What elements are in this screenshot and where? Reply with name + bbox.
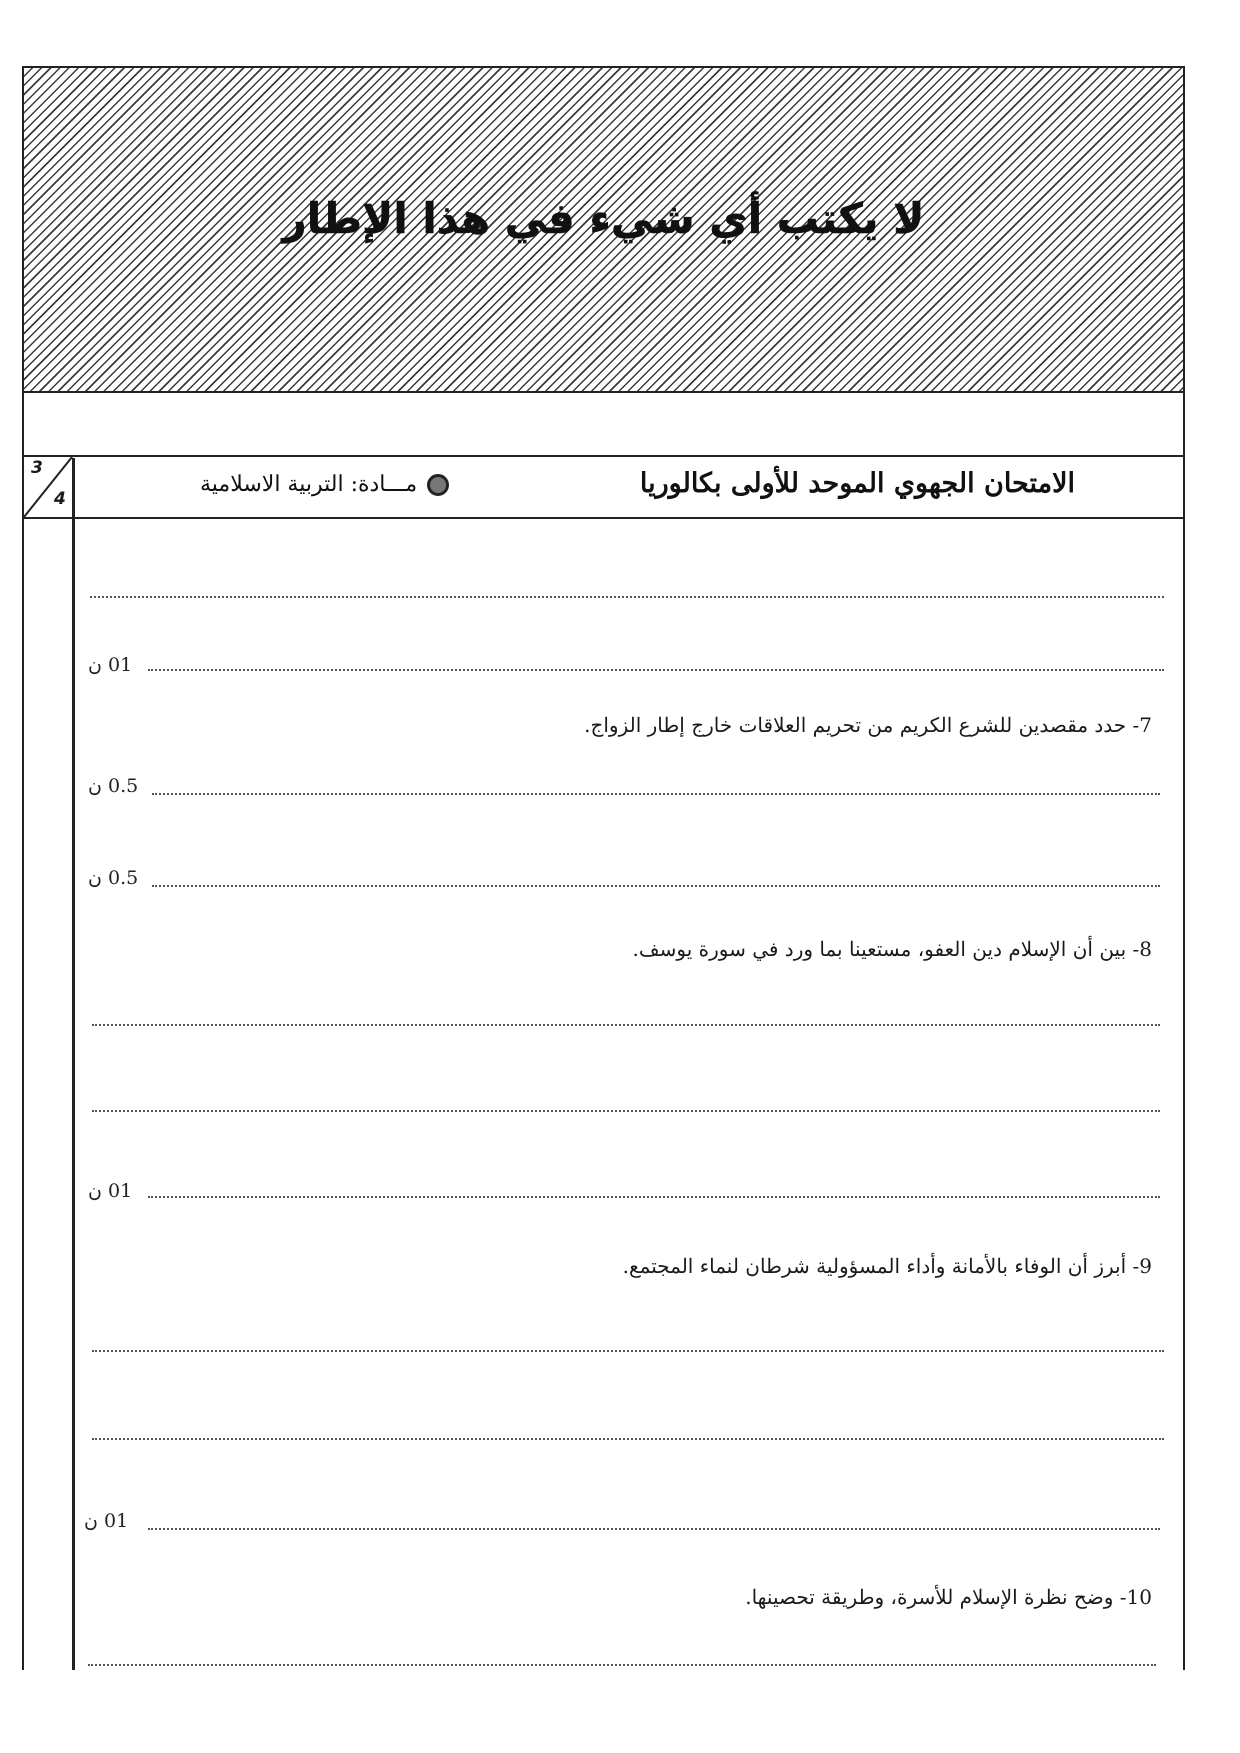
question-7: 7- حدد مقصدين للشرع الكريم من تحريم العلاقات خارج إطار الزواج. xyxy=(584,713,1152,737)
answer-line[interactable] xyxy=(148,1528,1160,1530)
answer-line[interactable] xyxy=(148,1196,1160,1198)
page-number: 3 xyxy=(31,458,43,478)
subject-label-group xyxy=(200,472,449,497)
page-fraction-slash xyxy=(22,455,74,519)
exam-title: الامتحان الجهوي الموحد للأولى بكالوريا xyxy=(639,468,1075,499)
margin-line xyxy=(72,458,75,1670)
score-label: 01 ن xyxy=(88,1180,133,1202)
answer-line[interactable] xyxy=(88,1664,1156,1666)
score-label: 0.5 ن xyxy=(88,867,139,889)
subject-label: مـــادة: التربية الاسلامية xyxy=(200,472,418,497)
answer-line[interactable] xyxy=(92,1438,1164,1440)
header-top-rule xyxy=(22,455,1185,457)
score-label: 0.5 ن xyxy=(88,775,139,797)
answer-line[interactable] xyxy=(92,1110,1160,1112)
answer-line[interactable] xyxy=(152,885,1160,887)
no-write-zone xyxy=(22,66,1185,393)
answer-line[interactable] xyxy=(92,1024,1160,1026)
score-label: 01 ن xyxy=(84,1510,129,1532)
question-10: 10- وضح نظرة الإسلام للأسرة، وطريقة تحصينها. xyxy=(745,1585,1152,1609)
frame-right-edge xyxy=(1183,393,1185,1670)
page-total: 4 xyxy=(54,489,66,509)
question-9: 9- أبرز أن الوفاء بالأمانة وأداء المسؤولية شرطان لنماء المجتمع. xyxy=(622,1254,1152,1278)
no-write-notice: لا يكتب أي شيء في هذا الإطار xyxy=(282,194,925,243)
header-bottom-rule xyxy=(22,517,1185,519)
answer-line[interactable] xyxy=(90,596,1164,598)
frame-left-edge xyxy=(22,517,24,1670)
answer-line[interactable] xyxy=(148,669,1164,671)
answer-line[interactable] xyxy=(152,793,1160,795)
question-8: 8- بين أن الإسلام دين العفو، مستعينا بما ورد في سورة يوسف. xyxy=(632,937,1152,961)
score-label: 01 ن xyxy=(88,654,133,676)
answer-line[interactable] xyxy=(92,1350,1164,1352)
bullet-icon xyxy=(427,474,449,496)
